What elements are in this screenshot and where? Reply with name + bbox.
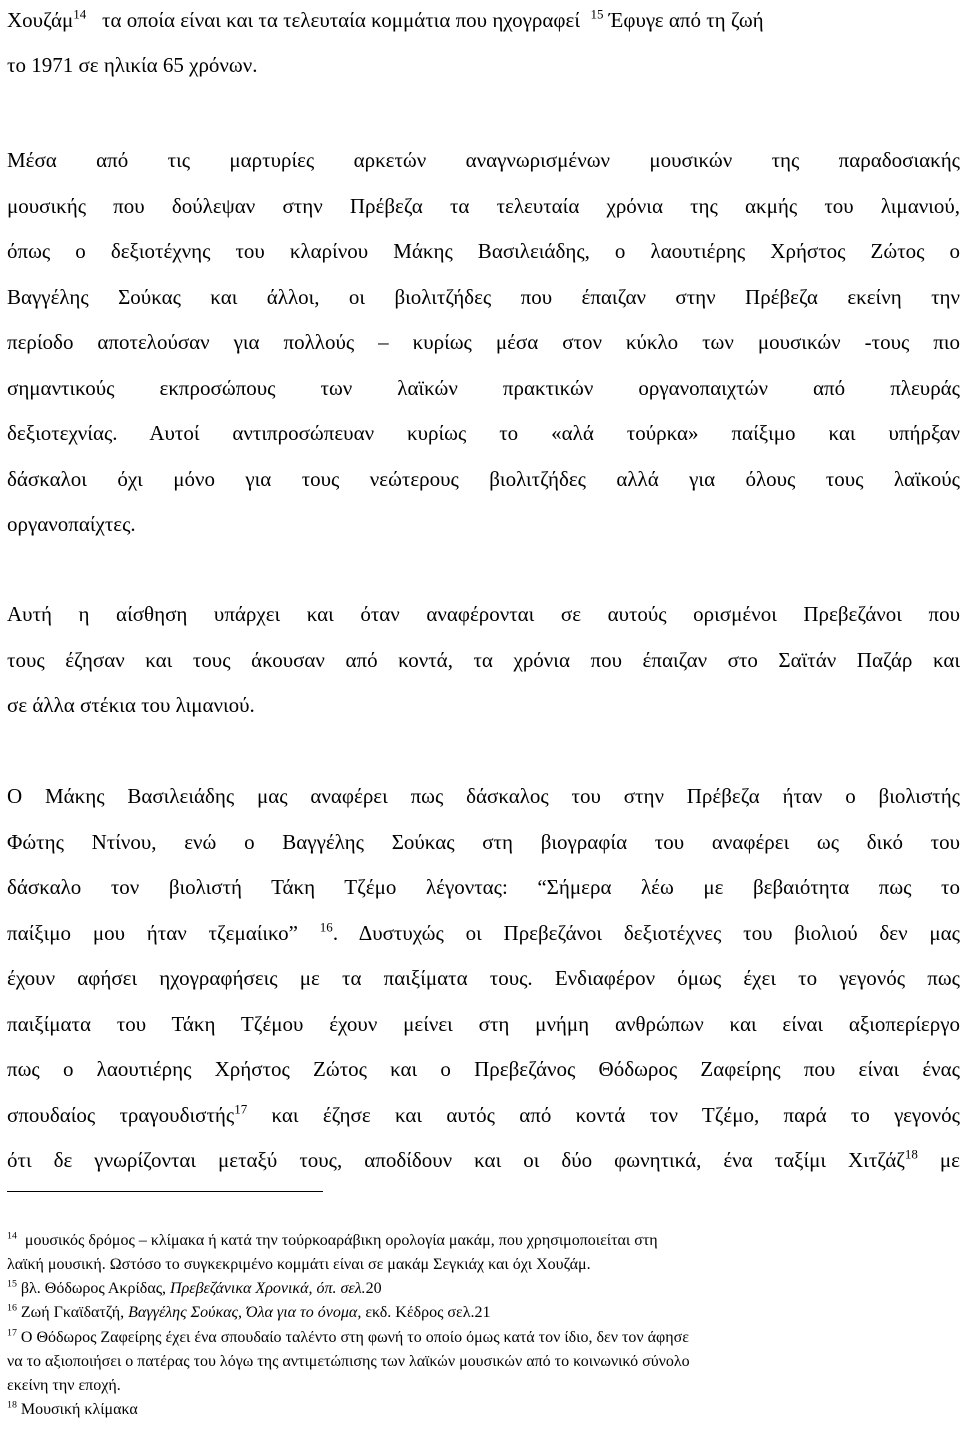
para1-line: όπως ο δεξιοτέχνης του κλαρίνου Μάκης Βασιλειάδης, ο λαουτιέρης Χρήστος Ζώτος ο [7,239,960,263]
para1-line: οργανοπαίχτες. [7,512,136,536]
para2-line: σε άλλα στέκια του λιμανιού. [7,693,255,717]
footnote-14-cont: λαϊκή μουσική. Ωστόσο το συγκεκριμένο κομμάτι είναι σε μακάμ Σεγκιάχ και όχι Χουζάμ. [7,1256,591,1273]
footnote-separator [7,1191,323,1192]
footnote-15: $^{15}$ βλ. Θόδωρος Ακρίδας, Πρεβεζάνικα Χρονικά, όπ. σελ.20 [7,1278,382,1297]
para3-line: ότι δε γνωρίζονται μεταξύ τους, αποδίδουν και οι δύο φωνητικά, ένα ταξίμι Χιτζάζ$^{18}$ με [7,1146,960,1172]
para3-line: Φώτης Ντίνου, ενώ ο Βαγγέλης Σούκας στη βιογραφία του αναφέρει ως δικό του [7,830,960,854]
footnote-ref[interactable]: 15 [590,6,604,22]
para1-line: Βαγγέλης Σούκας και άλλοι, οι βιολιτζήδες που έπαιζαν στην Πρέβεζα εκείνη την [7,285,960,309]
para3-line: έχουν αφήσει ηχογραφήσεις με τα παιξίματα τους. Ενδιαφέρον όμως έχει το γεγονός πως [7,966,960,990]
footnote-17-cont: εκείνη την εποχή. [7,1377,121,1394]
para1-line: δεξιοτεχνίας. Αυτοί αντιπροσώπευαν κυρίως το «αλά τούρκα» παίξιμο και υπήρξαν [7,421,960,445]
footnote-16: $^{16}$ Ζωή Γκαϊδατζή, Βαγγέλης Σούκας, Όλα για το όνομα, εκδ. Κέδρος σελ.21 [7,1302,491,1321]
footnote-ref[interactable]: 17 [234,1101,248,1117]
para1-line: Μέσα από τις μαρτυρίες αρκετών αναγνωρισμένων μουσικών της παραδοσιακής [7,148,960,172]
body-line: Χουζάμ$^{14}$ τα οποία είναι και τα τελευταία κομμάτια που ηχογραφεί $^{15}$ Έφυγε από τη ζωή [7,6,764,32]
footnote-14: $^{14}$ μουσικός δρόμος – κλίμακα ή κατά την τούρκοαράβικη ορολογία μακάμ, που χρησιμοποιείται στη [7,1230,658,1249]
para3-line: δάσκαλο τον βιολιστή Τάκη Τζέμο λέγοντας: “Σήμερα λέω με βεβαιότητα πως το [7,875,960,899]
para2-line: τους έζησαν και τους άκουσαν από κοντά, τα χρόνια που έπαιζαν στο Σαϊτάν Παζάρ και [7,648,960,672]
footnote-ref[interactable]: 14 [73,6,87,22]
para1-line: δάσκαλοι όχι μόνο για τους νεώτερους βιολιτζήδες αλλά για όλους τους λαϊκούς [7,467,960,491]
para1-line: σημαντικούς εκπροσώπους των λαϊκών πρακτικών οργανοπαιχτών από πλευράς [7,376,960,400]
para3-line: παιξίματα του Τάκη Τζέμου έχουν μείνει στη μνήμη ανθρώπων και είναι αξιοπερίεργο [7,1012,960,1036]
para3-line: πως ο λαουτιέρης Χρήστος Ζώτος και ο Πρεβεζάνος Θόδωρος Ζαφείρης που είναι ένας [7,1057,960,1081]
footnote-ref[interactable]: 16 [319,919,333,935]
footnote-17-cont: να το αξιοποιήσει ο πατέρας του λόγω της αντιμετώπισης των λαϊκών μουσικών από το κοινωνικό σύνολο [7,1353,690,1370]
para1-line: περίοδο αποτελούσαν για πολλούς – κυρίως μέσα στον κύκλο των μουσικών -τους πιο [7,330,960,354]
para2-line: Αυτή η αίσθηση υπάρχει και όταν αναφέρονται σε αυτούς ορισμένοι Πρεβεζάνοι που [7,602,960,626]
footnote-17: $^{17}$ Ο Θόδωρος Ζαφείρης έχει ένα σπουδαίο ταλέντο στη φωνή το οποίο όμως κατά τον ίδιο, δεν τον άφησε [7,1327,689,1346]
footnote-ref[interactable]: 18 [904,1146,918,1162]
footnote-18: $^{18}$ Μουσική κλίμακα [7,1399,138,1418]
para3-line: σπουδαίος τραγουδιστής$^{17}$ και έζησε και αυτός από κοντά τον Τζέμο, παρά το γεγονός [7,1101,960,1127]
para3-line: παίξιμο μου ήταν τζεμαίικο” $^{16}$. Δυστυχώς οι Πρεβεζάνοι δεξιοτέχνες του βιολιού δεν μας [7,919,960,945]
body-line: το 1971 σε ηλικία 65 χρόνων. [7,53,258,77]
para3-line: Ο Μάκης Βασιλειάδης μας αναφέρει πως δάσκαλος του στην Πρέβεζα ήταν ο βιολιστής [7,784,960,808]
para1-line: μουσικής που δούλεψαν στην Πρέβεζα τα τελευταία χρόνια της ακμής του λιμανιού, [7,194,960,218]
